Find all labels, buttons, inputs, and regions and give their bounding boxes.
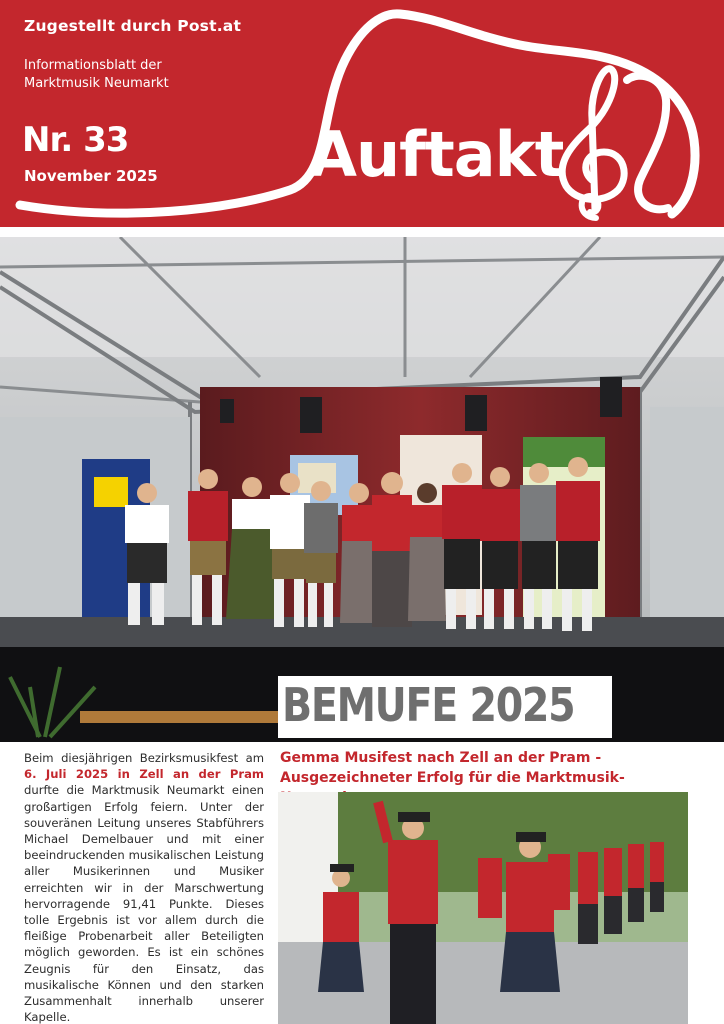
article-subheadline: Gemma Musifest nach Zell an der Pram - Ausgezeichneter Erfolg für die Marktmusik-	[280, 750, 625, 786]
publisher-line-2: Marktmusik Neumarkt	[24, 76, 169, 91]
parade-photo	[278, 792, 688, 1024]
divider	[0, 227, 724, 237]
stage-group-photo	[0, 237, 724, 742]
article-body	[24, 750, 264, 1024]
issue-number: Nr. 33	[22, 120, 129, 160]
article-text: durfte die Marktmusik Neumarkt einen großartigen Erfolg feiern. Unter der souveränen Leitung unseres Stabführers Michael Demelbauer und mit einer beeindruckenden musikalischen Leistung aller Musikerinnen und Musiker erreichten wir in der Marschwertung hervorragende 91,41 Punkte. Dieses tolle Ergebnis ist vor allem durch die fleißige Probenarbeit aller Beteiligten möglich geworden. Es ist ein schönes Zeugnis für den Einsatz, das musikalische Können und den starken Zusammenhalt innerhalb unserer Kapelle.	[24, 783, 264, 1024]
article-date-location: 6. Juli 2025 in Zell an der Pram	[24, 767, 264, 782]
article-headline: BEMUFE 2025	[282, 678, 575, 732]
treble-clef-icon	[562, 69, 624, 218]
stage-photo-illustration	[0, 237, 724, 742]
article-intro: Beim diesjährigen Bezirksmusikfest am	[24, 751, 264, 765]
issue-date: November 2025	[24, 167, 158, 185]
parade-photo-illustration	[278, 792, 688, 1024]
magazine-title: Auftakt	[309, 118, 564, 191]
delivery-note: Zugestellt durch Post.at	[24, 17, 242, 35]
publisher-line-1: Informationsblatt der	[24, 58, 162, 73]
masthead	[0, 0, 724, 227]
